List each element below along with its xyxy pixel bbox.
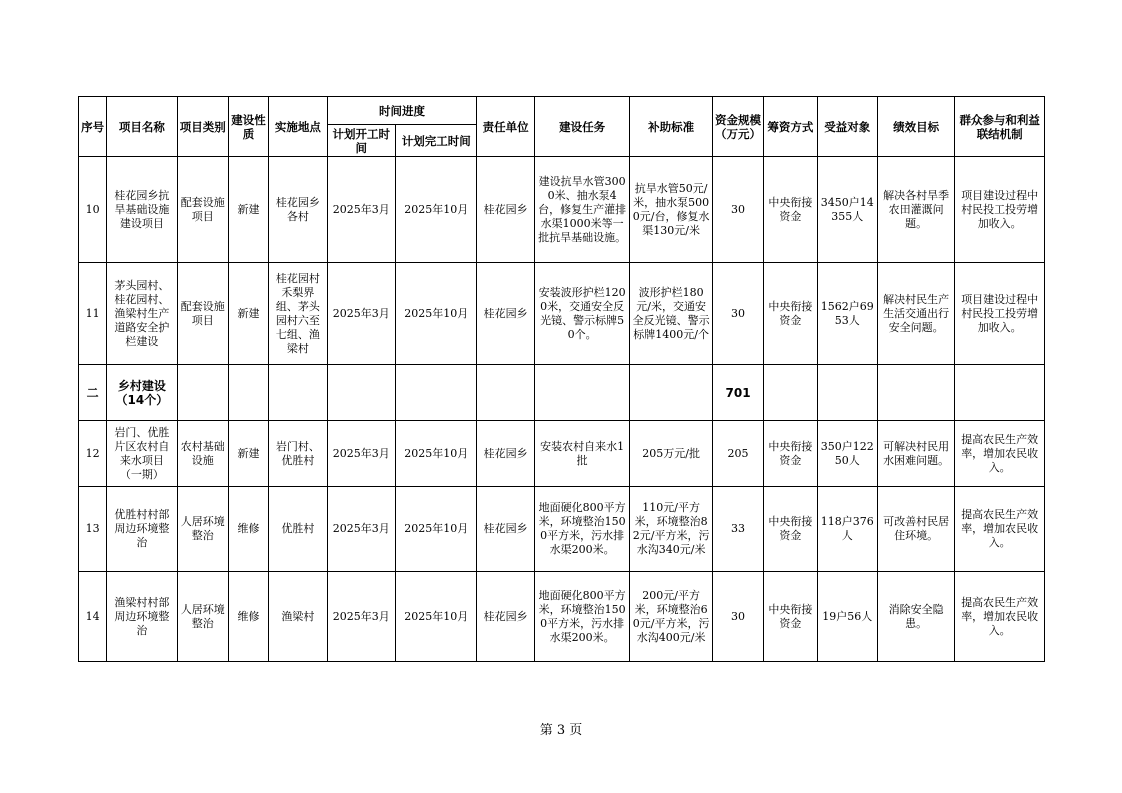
cell-end: 2025年10月	[395, 487, 477, 572]
cell-goal: 解决村民生产生活交通出行安全问题。	[877, 263, 954, 365]
header-goal: 绩效目标	[877, 97, 954, 157]
cell-unit: 桂花园乡	[477, 263, 534, 365]
cell-start: 2025年3月	[327, 572, 395, 662]
header-subsidy: 补助标准	[630, 97, 713, 157]
cell-subsidy: 205万元/批	[630, 421, 713, 487]
cell-nature: 新建	[228, 421, 268, 487]
table-row	[79, 157, 1045, 263]
cell-name: 优胜村村部周边环境整治	[107, 487, 177, 572]
cell-location: 优胜村	[269, 487, 327, 572]
cell-task: 地面硬化800平方米，环境整治1500平方米，污水排水渠200米。	[534, 572, 630, 662]
project-table	[78, 96, 1045, 662]
cell-category: 农村基础设施	[177, 421, 228, 487]
cell-goal: 消除安全隐患。	[877, 572, 954, 662]
section-funds: 701	[712, 365, 763, 421]
header-category: 项目类别	[177, 97, 228, 157]
cell-subsidy: 抗旱水管50元/米，抽水泵5000元/台，修复水渠130元/米	[630, 157, 713, 263]
cell-nature: 维修	[228, 572, 268, 662]
cell-name: 岩门、优胜片区农村自来水项目（一期）	[107, 421, 177, 487]
header-seq: 序号	[79, 97, 107, 157]
table-row	[79, 487, 1045, 572]
header-start: 计划开工时间	[327, 125, 395, 157]
header-task: 建设任务	[534, 97, 630, 157]
header-schedule: 时间进度	[327, 97, 477, 125]
header-funding: 筹资方式	[764, 97, 817, 157]
cell-mechanism: 提高农民生产效率，增加农民收入。	[955, 572, 1045, 662]
cell-beneficiary: 1562户6953人	[817, 263, 877, 365]
cell-task: 地面硬化800平方米，环境整治1500平方米，污水排水渠200米。	[534, 487, 630, 572]
cell-funding: 中央衔接资金	[764, 572, 817, 662]
cell-category: 配套设施项目	[177, 263, 228, 365]
cell-seq: 13	[79, 487, 107, 572]
cell-seq: 14	[79, 572, 107, 662]
table-header	[79, 97, 1045, 157]
cell-funds: 30	[712, 572, 763, 662]
cell-unit: 桂花园乡	[477, 487, 534, 572]
cell-start: 2025年3月	[327, 487, 395, 572]
cell-mechanism: 项目建设过程中村民投工投劳增加收入。	[955, 157, 1045, 263]
cell-task: 安装农村自来水1批	[534, 421, 630, 487]
cell-goal: 可解决村民用水困难问题。	[877, 421, 954, 487]
cell-beneficiary: 350户12250人	[817, 421, 877, 487]
cell-category: 人居环境整治	[177, 572, 228, 662]
cell-end: 2025年10月	[395, 572, 477, 662]
cell-location: 桂花园乡各村	[269, 157, 327, 263]
cell-location: 桂花园村禾梨界组、茅头园村六至七组、渔梁村	[269, 263, 327, 365]
cell-end: 2025年10月	[395, 263, 477, 365]
cell-name: 渔梁村村部周边环境整治	[107, 572, 177, 662]
cell-funds: 33	[712, 487, 763, 572]
cell-funding: 中央衔接资金	[764, 487, 817, 572]
cell-seq: 11	[79, 263, 107, 365]
cell-unit: 桂花园乡	[477, 421, 534, 487]
cell-subsidy: 200元/平方米，环境整治60元/平方米，污水沟400元/米	[630, 572, 713, 662]
header-location: 实施地点	[269, 97, 327, 157]
cell-beneficiary: 118户376人	[817, 487, 877, 572]
header-beneficiary: 受益对象	[817, 97, 877, 157]
cell-seq: 10	[79, 157, 107, 263]
cell-mechanism: 提高农民生产效率，增加农民收入。	[955, 421, 1045, 487]
cell-goal: 可改善村民居住环境。	[877, 487, 954, 572]
cell-beneficiary: 19户56人	[817, 572, 877, 662]
cell-end: 2025年10月	[395, 157, 477, 263]
cell-seq: 12	[79, 421, 107, 487]
cell-unit: 桂花园乡	[477, 572, 534, 662]
cell-nature: 新建	[228, 263, 268, 365]
header-funds: 资金规模（万元）	[712, 97, 763, 157]
cell-funding: 中央衔接资金	[764, 157, 817, 263]
cell-location: 岩门村、优胜村	[269, 421, 327, 487]
cell-unit: 桂花园乡	[477, 157, 534, 263]
cell-beneficiary: 3450户14355人	[817, 157, 877, 263]
page-number: 第 3 页	[539, 723, 583, 738]
cell-funds: 30	[712, 157, 763, 263]
cell-funds: 205	[712, 421, 763, 487]
cell-funds: 30	[712, 263, 763, 365]
header-end: 计划完工时间	[395, 125, 477, 157]
section-name: 乡村建设（14个）	[107, 365, 177, 421]
cell-goal: 解决各村旱季农田灌溉问题。	[877, 157, 954, 263]
cell-nature: 新建	[228, 157, 268, 263]
table-row	[79, 421, 1045, 487]
cell-subsidy: 波形护栏180元/米，交通安全反光镜、警示标牌1400元/个	[630, 263, 713, 365]
header-unit: 责任单位	[477, 97, 534, 157]
cell-mechanism: 提高农民生产效率，增加农民收入。	[955, 487, 1045, 572]
cell-task: 安装波形护栏1200米，交通安全反光镜、警示标牌50个。	[534, 263, 630, 365]
header-nature: 建设性质	[228, 97, 268, 157]
section-row	[79, 365, 1045, 421]
cell-funding: 中央衔接资金	[764, 421, 817, 487]
cell-name: 茅头园村、桂花园村、渔梁村生产道路安全护栏建设	[107, 263, 177, 365]
table-row	[79, 572, 1045, 662]
cell-subsidy: 110元/平方米，环境整治82元/平方米，污水沟340元/米	[630, 487, 713, 572]
cell-funding: 中央衔接资金	[764, 263, 817, 365]
section-seq: 二	[79, 365, 107, 421]
cell-category: 人居环境整治	[177, 487, 228, 572]
header-name: 项目名称	[107, 97, 177, 157]
header-mechanism: 群众参与和利益联结机制	[955, 97, 1045, 157]
table-row	[79, 263, 1045, 365]
cell-start: 2025年3月	[327, 421, 395, 487]
cell-task: 建设抗旱水管3000米、抽水泵4台，修复生产灌排水渠1000米等一批抗旱基础设施。	[534, 157, 630, 263]
cell-category: 配套设施项目	[177, 157, 228, 263]
cell-location: 渔梁村	[269, 572, 327, 662]
cell-nature: 维修	[228, 487, 268, 572]
cell-start: 2025年3月	[327, 157, 395, 263]
cell-name: 桂花园乡抗旱基础设施建设项目	[107, 157, 177, 263]
cell-end: 2025年10月	[395, 421, 477, 487]
cell-mechanism: 项目建设过程中村民投工投劳增加收入。	[955, 263, 1045, 365]
cell-start: 2025年3月	[327, 263, 395, 365]
